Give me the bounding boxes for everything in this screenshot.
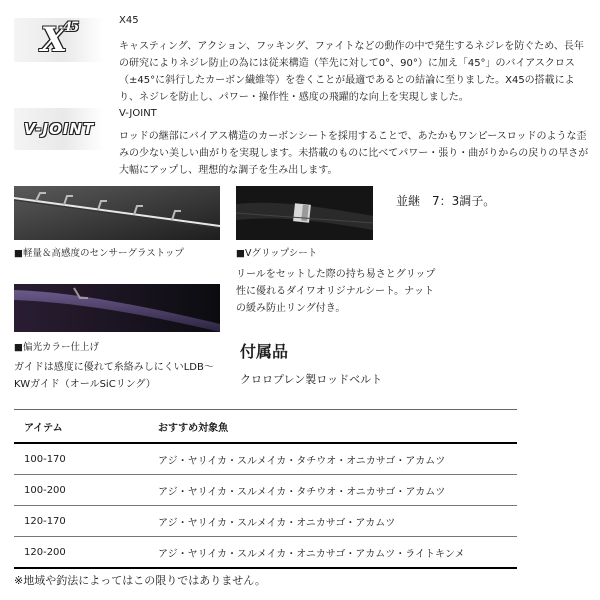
grip-desc-line: 性に優れるダイワオリジナルシート。ナット [236,286,434,297]
item-cell: 120-200 [14,537,144,569]
color-finish-image [14,284,220,332]
color-caption: ■偏光カラー仕上げ [14,342,99,353]
recommended-fish-table [14,409,517,569]
guide-desc-line: ガイドは感度に優れて糸絡みしにくいLDB～ [14,362,214,373]
accessory-item: クロロプレン製ロッドベルト [240,373,383,386]
table-row [14,537,517,569]
x45-logo: $X^{45}$ [40,19,78,60]
fish-cell: アジ・ヤリイカ・スルメイカ・タチウオ・オニカサゴ・アカムツ [144,443,517,475]
joint-type-text: 並継 7：3調子。 [396,194,496,208]
guide-description [14,359,234,393]
table-header-row [14,410,517,444]
vjoint-logo-badge [14,108,104,150]
x45-title: X45 [119,15,139,26]
fish-cell: アジ・ヤリイカ・スルメイカ・オニカサゴ・アカムツ [144,506,517,537]
grip-desc-line: リールをセットした際の持ち易さとグリップ [236,269,436,280]
x45-line: り、ネジレを防止し、パワー・操作性・感度の飛躍的な向上を実現しました。 [119,92,469,103]
grip-photo [236,186,373,240]
grip-image [236,186,373,240]
x45-logo-badge [14,18,104,62]
guide-desc-line: KWガイド（オールSiCリング） [14,379,156,390]
x45-line: （±45°に斜行したカーボン繊維等）を巻くことが最適であるとの結論に至りました。X45の搭載によ [119,75,575,86]
table-row [14,475,517,506]
guide-photo [14,186,220,240]
vjoint-logo: V-JOINT [23,120,95,138]
x45-line: キャスティング、アクション、フッキング、ファイトなどの動作の中で発生するネジレを防ぐため、長年 [119,41,584,52]
column-header-item: アイテム [14,410,144,444]
fish-cell: アジ・ヤリイカ・スルメイカ・オニカサゴ・アカムツ・ライトキンメ [144,537,517,569]
accessory-heading: 付属品 [240,342,289,361]
column-header-fish: おすすめ対象魚 [144,410,517,444]
item-cell: 100-170 [14,443,144,475]
x45-line: の研究によりネジレ防止の為には従来構造（竿先に対して0°、90°）に加え「45°」のバイアスクロス [119,58,575,69]
x45-description [119,38,589,106]
vjoint-description [119,128,589,179]
grip-description [236,266,466,317]
grip-desc-line: の緩み防止リング付き。 [236,303,346,314]
vjoint-line: ロッドの継部にバイアス構造のカーボンシートを採用することで、あたかもワンピースロッドのような歪 [119,131,587,142]
color-photo [14,284,220,332]
rod-tip-image [14,186,220,240]
fish-cell: アジ・ヤリイカ・スルメイカ・タチウオ・オニカサゴ・アカムツ [144,475,517,506]
vjoint-title: V-JOINT [119,108,157,119]
table-row [14,443,517,475]
grip-caption: ■Vグリップシート [236,248,318,259]
table-row [14,506,517,537]
guide-caption: ■軽量＆高感度のセンサーグラストップ [14,248,184,259]
vjoint-line: 大幅にアップし、理想的な調子を生み出します。 [119,165,338,176]
item-cell: 100-200 [14,475,144,506]
footnote: ※地域や釣法によってはこの限りではありません。 [14,574,266,587]
item-cell: 120-170 [14,506,144,537]
vjoint-line: みの少ない美しい曲がりを実現します。未搭載のものに比べてパワー・張り・曲がりからの戻りの早さが [119,148,589,159]
